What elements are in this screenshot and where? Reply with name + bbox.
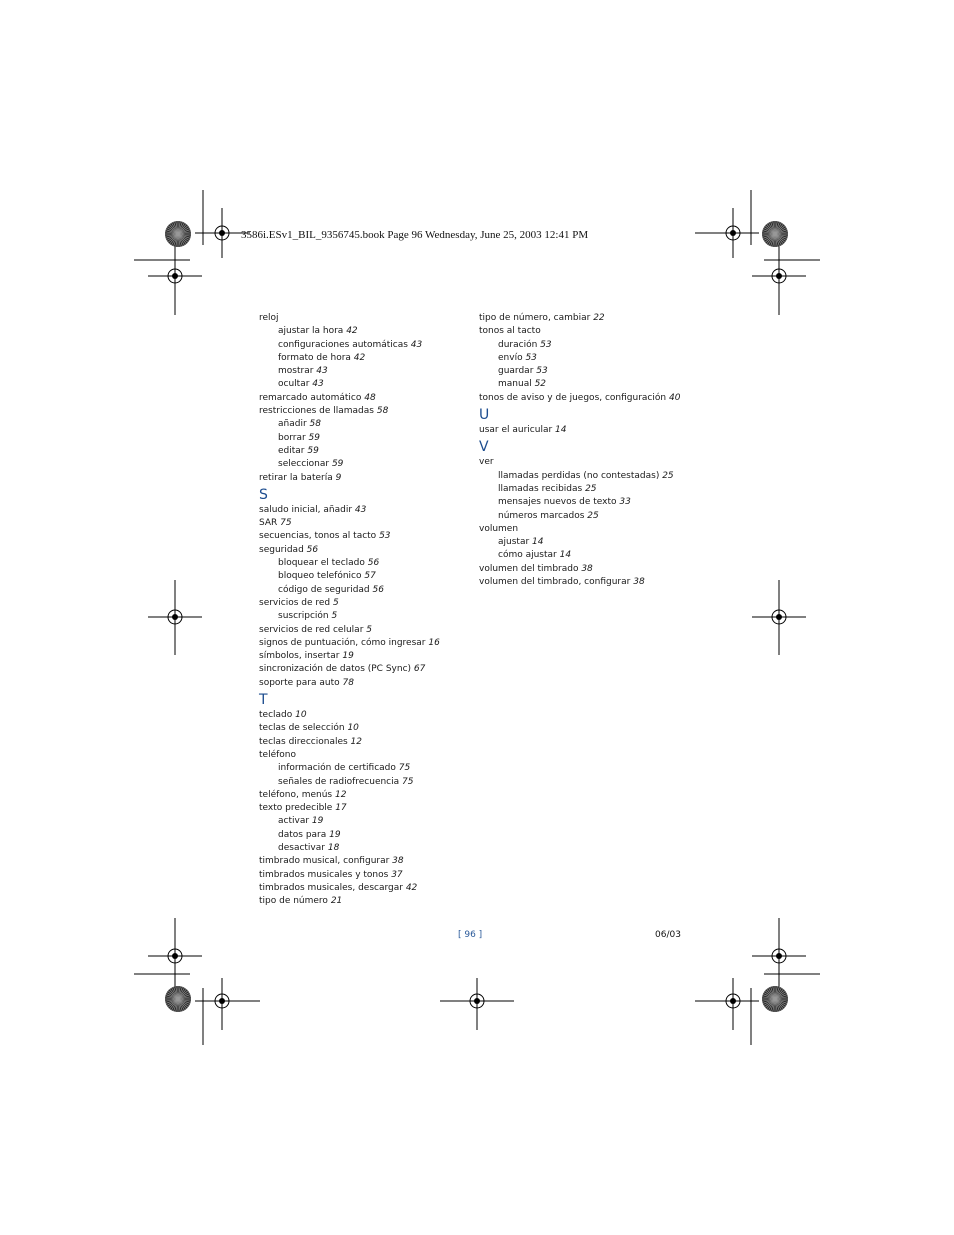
index-term: información de certificado [278, 763, 399, 774]
index-column-left [259, 312, 474, 908]
index-term: teclado [259, 710, 296, 721]
date-code: 06/03 [655, 930, 681, 940]
index-subentry [479, 339, 699, 352]
index-term: usar el auricular [479, 425, 556, 436]
index-section-letter: V [479, 439, 489, 456]
index-page-ref: 16 [428, 637, 440, 648]
index-term: servicios de red celular [259, 624, 367, 635]
index-subentry [479, 483, 699, 496]
index-subentry [259, 432, 474, 445]
index-term: llamadas perdidas (no contestadas) [498, 470, 663, 481]
index-page-ref: 56 [367, 558, 380, 569]
index-subentry [259, 445, 474, 458]
index-term: editar [278, 445, 308, 456]
index-subentry [259, 418, 474, 431]
index-entry [259, 312, 474, 325]
index-term: volumen del timbrado [479, 563, 582, 574]
index-subentry [479, 496, 699, 509]
index-entry [479, 392, 699, 405]
index-subentry [259, 339, 474, 352]
index-page-ref: 5 [366, 624, 372, 635]
index-page-ref: 14 [532, 537, 544, 548]
index-term: activar [278, 816, 312, 827]
index-entry [479, 576, 699, 589]
index-page-ref: 40 [668, 392, 681, 403]
index-term: envío [498, 352, 526, 363]
index-page-ref: 67 [413, 664, 426, 675]
index-term: volumen del timbrado, configurar [479, 577, 634, 588]
index-entry [259, 882, 474, 895]
index-term: ocultar [278, 379, 313, 390]
index-subentry [479, 470, 699, 483]
index-section-letter: T [259, 692, 268, 709]
index-subentry [259, 829, 474, 842]
index-term: servicios de red [259, 597, 333, 608]
index-page-ref: 58 [376, 406, 389, 417]
index-page-ref: 53 [379, 531, 391, 542]
index-entry [259, 802, 474, 815]
print-slug-line: 3586i.ESv1_BIL_9356745.book Page 96 Wednesday, June 25, 2003 12:41 PM [241, 229, 589, 241]
index-page-ref: 53 [540, 339, 552, 350]
index-term: manual [498, 379, 535, 390]
index-term: formato de hora [278, 352, 354, 363]
index-term: sincronización de datos (PC Sync) [259, 664, 414, 675]
index-page-ref: 19 [329, 829, 341, 840]
index-page-ref: 48 [364, 392, 376, 403]
index-page-ref: 75 [280, 518, 292, 529]
index-section-letter: S [259, 486, 268, 503]
index-entry [259, 789, 474, 802]
index-term: bloqueo telefónico [278, 571, 365, 582]
index-subentry [259, 610, 474, 623]
index-term: bloquear el teclado [278, 558, 368, 569]
index-term: cómo ajustar [498, 550, 560, 561]
index-entry [259, 504, 474, 517]
index-subentry [259, 378, 474, 391]
index-subentry [479, 549, 699, 562]
index-page-ref: 57 [364, 571, 376, 582]
index-page-ref: 78 [342, 677, 354, 688]
index-term: reloj [259, 313, 279, 323]
index-entry [479, 325, 699, 338]
index-page-ref: 37 [391, 869, 403, 880]
index-page-ref: 42 [346, 326, 358, 337]
index-page-ref: 18 [327, 842, 340, 853]
index-entry [259, 709, 474, 722]
index-entry [259, 650, 474, 663]
index-term: tipo de número [259, 896, 331, 907]
index-term: ajustar [498, 537, 533, 548]
index-column-right [479, 312, 699, 589]
index-entry [259, 530, 474, 543]
index-term: secuencias, tonos al tacto [259, 531, 380, 542]
index-page-ref: 38 [633, 577, 645, 588]
index-term: volumen [479, 523, 519, 534]
index-page-ref: 42 [353, 352, 366, 363]
index-term: seguridad [259, 544, 307, 555]
index-subentry [259, 842, 474, 855]
index-term: números marcados [498, 510, 588, 521]
index-entry [259, 597, 474, 610]
index-term: teléfono, menús [259, 789, 335, 800]
index-subentry [259, 776, 474, 789]
index-page-ref: 19 [311, 816, 324, 827]
index-term: texto predecible [259, 803, 336, 814]
index-page-ref: 43 [354, 504, 367, 515]
index-page-ref: 56 [306, 544, 319, 555]
index-entry [259, 544, 474, 557]
index-entry [259, 749, 474, 762]
index-page-ref: 25 [585, 483, 597, 494]
index-entry [259, 392, 474, 405]
index-entry [259, 663, 474, 676]
index-term: remarcado automático [259, 392, 365, 403]
index-entry [479, 424, 699, 437]
index-page-ref: 58 [309, 419, 321, 430]
index-term: mensajes nuevos de texto [498, 497, 620, 508]
index-subentry [479, 536, 699, 549]
index-page-ref: 19 [342, 651, 354, 662]
index-page-ref: 53 [525, 352, 537, 363]
index-page-ref: 14 [555, 425, 567, 436]
index-entry [479, 456, 699, 469]
index-term: datos para [278, 829, 330, 840]
index-entry [479, 563, 699, 576]
index-term: seleccionar [278, 459, 332, 470]
star-target-mark [165, 986, 191, 1012]
index-term: timbrado musical, configurar [259, 856, 393, 867]
index-page-ref: 42 [405, 882, 418, 893]
index-term: símbolos, insertar [259, 651, 343, 662]
index-subentry [259, 365, 474, 378]
index-term: soporte para auto [259, 677, 343, 688]
index-page-ref: 43 [312, 379, 324, 390]
index-entry [259, 405, 474, 418]
index-term: restricciones de llamadas [259, 406, 377, 417]
index-term: teclas direccionales [259, 736, 351, 747]
index-term: mostrar [278, 366, 317, 377]
index-page-ref: 5 [331, 611, 338, 622]
index-page-ref: 59 [307, 445, 319, 456]
index-term: desactivar [278, 842, 328, 853]
index-entry [259, 472, 474, 485]
index-subentry [259, 815, 474, 828]
index-subentry [479, 352, 699, 365]
page-number: [ 96 ] [458, 930, 483, 940]
index-page-ref: 21 [330, 896, 343, 907]
index-page-ref: 17 [335, 803, 347, 814]
index-subentry [259, 352, 474, 365]
index-subentry [479, 378, 699, 391]
index-entry [259, 517, 474, 530]
index-entry [259, 624, 474, 637]
index-page-ref: 12 [334, 789, 347, 800]
index-page-ref: 10 [295, 710, 307, 721]
star-target-mark [165, 221, 191, 247]
index-term: guardar [498, 366, 537, 377]
index-entry [259, 855, 474, 868]
index-subentry [259, 570, 474, 583]
index-page-ref: 38 [581, 563, 593, 574]
index-term: código de seguridad [278, 584, 373, 595]
index-page-ref: 75 [398, 763, 411, 774]
index-term: teclas de selección [259, 723, 348, 734]
index-page-ref: 14 [559, 550, 572, 561]
index-page-ref: 12 [350, 736, 362, 747]
index-page-ref: 43 [316, 366, 328, 377]
index-entry [259, 736, 474, 749]
index-term: configuraciones automáticas [278, 339, 411, 350]
index-page-ref: 38 [392, 856, 404, 867]
index-term: timbrados musicales y tonos [259, 869, 392, 880]
index-term: duración [498, 339, 541, 350]
index-term: saludo inicial, añadir [259, 504, 355, 515]
index-entry [259, 722, 474, 735]
index-page-ref: 10 [347, 723, 359, 734]
index-entry [259, 637, 474, 650]
index-page-ref: 22 [593, 313, 605, 323]
index-term: retirar la batería [259, 472, 336, 483]
index-page-ref: 59 [308, 432, 320, 443]
index-page-ref: 52 [534, 379, 547, 390]
star-target-mark [762, 221, 788, 247]
index-term: timbrados musicales, descargar [259, 882, 406, 893]
index-page-ref: 25 [587, 510, 599, 521]
index-page-ref: 5 [332, 597, 339, 608]
index-section-letter: U [479, 407, 490, 424]
index-entry [479, 523, 699, 536]
index-page-ref: 33 [619, 497, 631, 508]
index-page-ref: 25 [662, 470, 674, 481]
index-term: suscripción [278, 611, 332, 622]
index-entry [259, 895, 474, 908]
index-entry [479, 312, 699, 325]
index-term: signos de puntuación, cómo ingresar [259, 637, 429, 648]
index-term: ver [479, 457, 494, 468]
index-term: señales de radiofrecuencia [278, 776, 403, 787]
index-page-ref: 56 [372, 584, 384, 595]
index-page-ref: 53 [536, 366, 548, 377]
index-term: añadir [278, 419, 310, 430]
index-term: ajustar la hora [278, 326, 347, 337]
index-subentry [259, 762, 474, 775]
index-term: SAR [259, 518, 281, 529]
index-term: tipo de número, cambiar [479, 313, 594, 323]
index-entry [259, 677, 474, 690]
index-subentry [259, 325, 474, 338]
index-term: borrar [278, 432, 309, 443]
index-page-ref: 9 [335, 472, 342, 483]
index-subentry [479, 510, 699, 523]
index-subentry [259, 557, 474, 570]
index-page-ref: 59 [331, 459, 344, 470]
index-term: teléfono [259, 749, 296, 760]
index-page-ref: 43 [410, 339, 423, 350]
index-entry [259, 869, 474, 882]
index-term: llamadas recibidas [498, 483, 586, 494]
index-subentry [259, 458, 474, 471]
index-subentry [259, 584, 474, 597]
index-term: tonos de aviso y de juegos, configuración [479, 392, 669, 403]
index-term: tonos al tacto [479, 326, 541, 337]
star-target-mark [762, 986, 788, 1012]
index-page-ref: 75 [402, 776, 414, 787]
index-subentry [479, 365, 699, 378]
